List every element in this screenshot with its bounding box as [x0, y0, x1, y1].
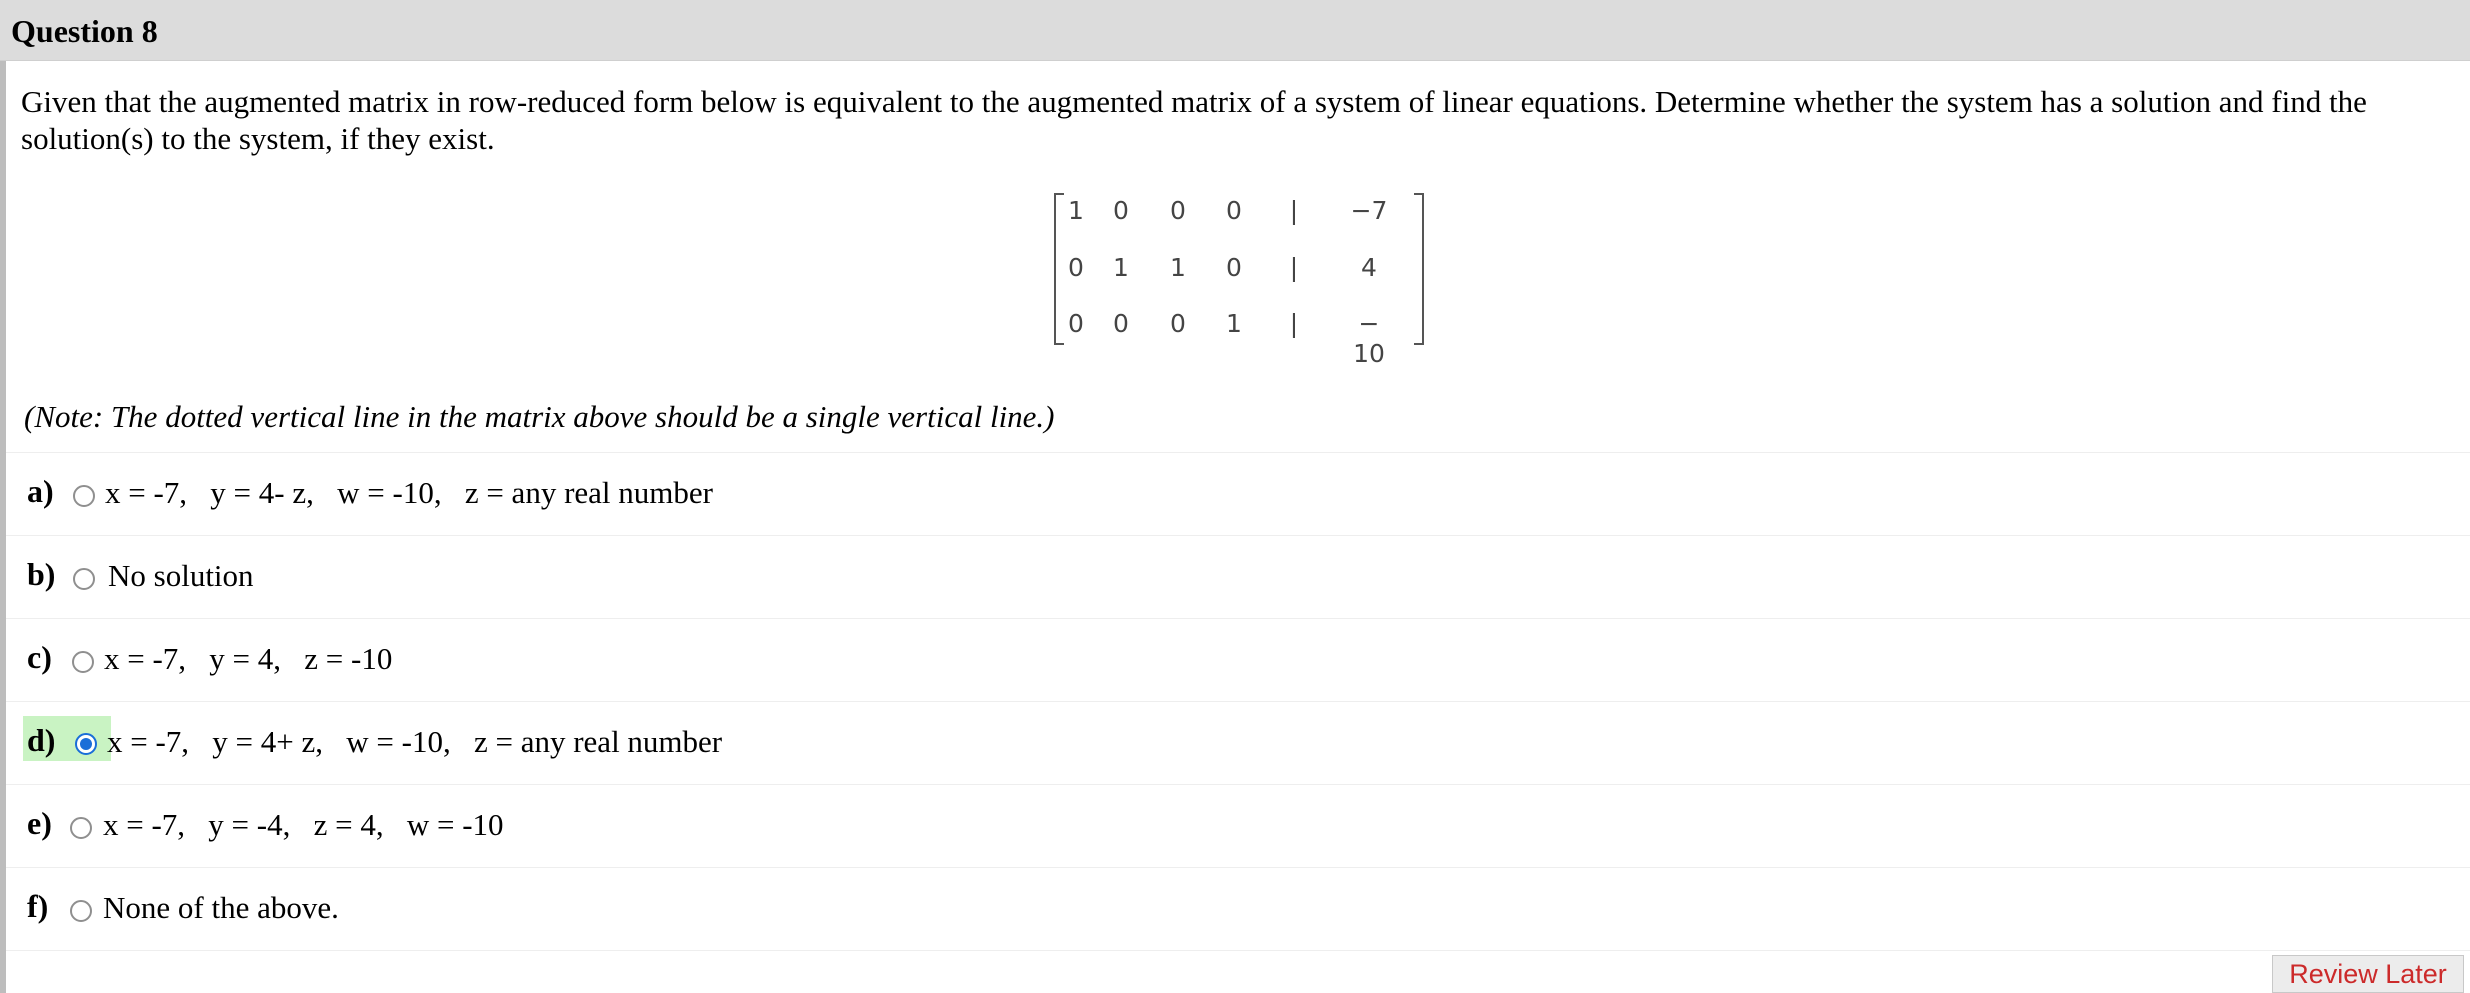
answer-option-f[interactable]	[6, 867, 2470, 951]
matrix-separator: |	[1289, 253, 1299, 282]
matrix-cell: 0	[1226, 253, 1242, 282]
answer-option-d[interactable]	[6, 701, 2470, 784]
option-text: None of the above.	[103, 890, 339, 925]
question-title: Question 8	[11, 13, 158, 49]
option-label: c)	[27, 639, 52, 675]
matrix-cell: − 10	[1353, 309, 1385, 368]
matrix-separator: |	[1289, 196, 1299, 225]
option-radio-selected[interactable]	[75, 733, 97, 755]
option-label: e)	[27, 805, 52, 841]
option-text: No solution	[108, 558, 254, 593]
matrix-note: (Note: The dotted vertical line in the matrix above should be a single vertical line.)	[24, 399, 1055, 434]
option-label: a)	[27, 473, 54, 509]
answer-option-b[interactable]	[6, 535, 2470, 618]
matrix-right-bracket	[1414, 193, 1424, 345]
matrix-cell: 0	[1226, 196, 1242, 225]
option-radio[interactable]	[72, 651, 94, 673]
matrix-cell: 1	[1226, 309, 1242, 338]
option-label: f)	[27, 888, 49, 924]
option-radio[interactable]	[70, 900, 92, 922]
matrix-cell: 0	[1170, 309, 1186, 338]
matrix-separator: |	[1289, 309, 1299, 338]
answer-option-e[interactable]	[6, 784, 2470, 867]
answer-option-a[interactable]	[6, 452, 2470, 535]
augmented-matrix	[1054, 193, 1424, 368]
matrix-cell: −7	[1350, 196, 1388, 225]
option-radio[interactable]	[73, 568, 95, 590]
option-radio[interactable]	[73, 485, 95, 507]
option-label: b)	[27, 556, 56, 592]
option-radio[interactable]	[70, 817, 92, 839]
matrix-cell: 4	[1361, 253, 1377, 282]
matrix-cell: 0	[1068, 253, 1084, 282]
matrix-cell: 1	[1113, 253, 1129, 282]
matrix-cell: 0	[1113, 196, 1129, 225]
question-header	[0, 0, 2470, 61]
option-text: x = -7, y = 4, z = -10	[104, 641, 393, 676]
review-later-button[interactable]: Review Later	[2272, 955, 2464, 993]
matrix-cell: 0	[1113, 309, 1129, 338]
option-label: d)	[27, 722, 56, 758]
matrix-cell: 0	[1170, 196, 1186, 225]
matrix-cell: 1	[1170, 253, 1186, 282]
option-text: x = -7, y = 4+ z, w = -10, z = any real number	[107, 724, 723, 759]
matrix-cell: 1	[1068, 196, 1084, 225]
option-text: x = -7, y = -4, z = 4, w = -10	[103, 807, 504, 842]
answer-option-c[interactable]	[6, 618, 2470, 701]
matrix-cell: 0	[1068, 309, 1084, 338]
question-text: Given that the augmented matrix in row-reduced form below is equivalent to the augmented matrix of a system of linear equations. Determine whether the system has a solution and find the solution(s) to the system, if they exist.	[21, 84, 2367, 156]
option-text: x = -7, y = 4- z, w = -10, z = any real number	[105, 475, 713, 510]
